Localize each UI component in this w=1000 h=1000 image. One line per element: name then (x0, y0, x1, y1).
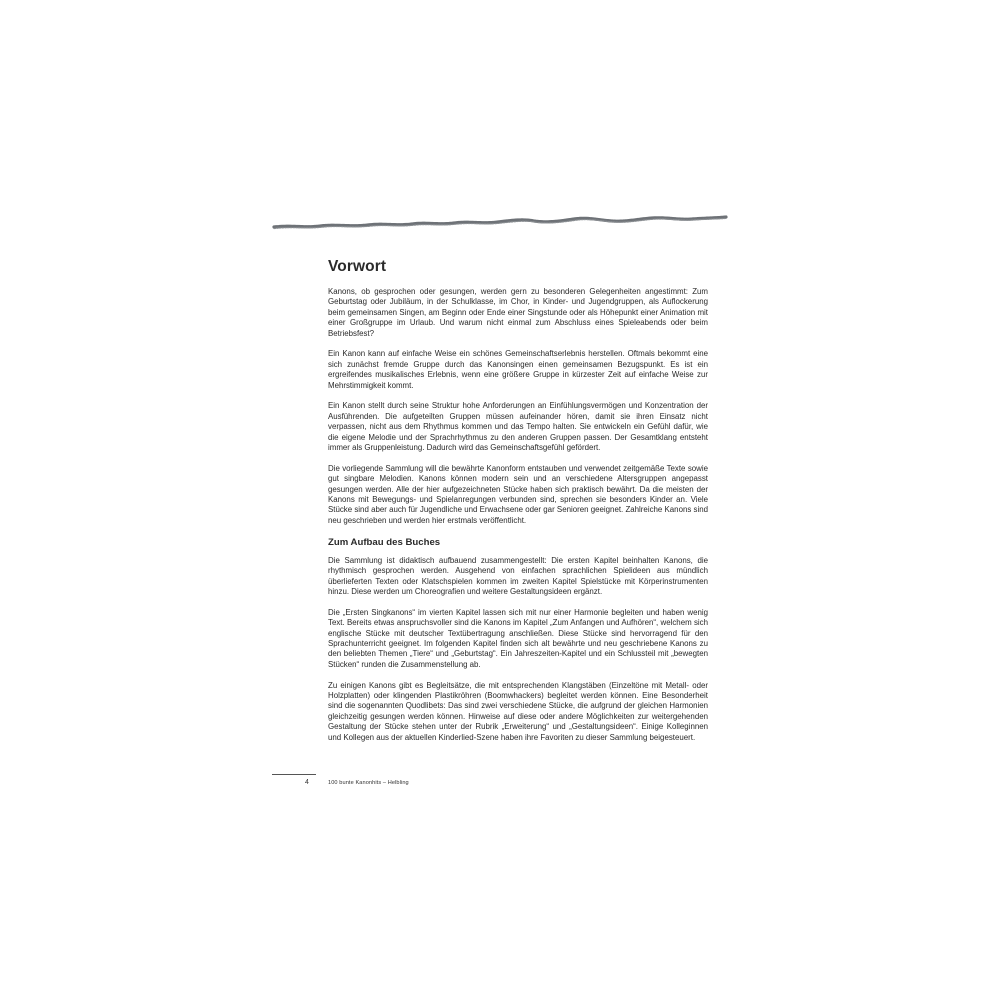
intro-paragraph-4: Die vorliegende Sammlung will die bewährte Kanonform entstauben und verwendet zeitgemäße Texte sowie gut singbare Melodien. Kanons können modern sein und an verschiedene Altersgruppen angepasst gesungen werden. Alle der hier aufgezeichneten Stücke haben sich praktisch bewährt. Da die meisten der Kanons mit Bewegungs- und Spielanregungen verbunden sind, sprechen sie besonders Kinder an. Viele Stücke sind aber auch für Jugendliche und Erwachsene oder gar Senioren geeignet. Zahlreiche Kanons sind neu geschrieben und werden hier erstmals veröffentlicht. (328, 463, 708, 525)
section-title: Zum Aufbau des Buches (328, 536, 441, 548)
intro-paragraph-1: Kanons, ob gesprochen oder gesungen, werden gern zu besonderen Gelegenheiten angestimmt: Zum Geburtstag oder Jubiläum, in der Schulklasse, im Chor, in Kinder- und Jugendgruppen, als Auflockerung beim gemeinsamen Singen, am Beginn oder Ende einer Singstunde oder als Höhepunkt einer Animation mit einer Großgruppe im Urlaub. Und warum nicht einmal zum Abschluss eines Spieleabends oder beim Betriebsfest? (328, 287, 708, 338)
intro-paragraph-3: Ein Kanon stellt durch seine Struktur hohe Anforderungen an Einfühlungsvermögen und Konzentration der Ausführenden. Die aufgeteilten Gruppen müssen aufeinander hören, damit sie ihren Einsatz nicht verpassen, nicht aus dem Rhythmus kommen und das Tempo halten. Sie entwickeln ein Gefühl dafür, wie die eigene Melodie und der Sprachrhythmus zu den anderen Gruppen passen. Der Gesamtklang entsteht immer als Gruppenleistung. Dadurch wird das Gemeinschaftsgefühl gefördert. (328, 401, 708, 453)
page-title: Vorwort (328, 258, 387, 275)
main-content (328, 258, 708, 753)
footer-publication-info: 100 bunte Kanonhits – Helbling (328, 780, 409, 786)
footer-rule (272, 774, 316, 775)
section-paragraph-3: Zu einigen Kanons gibt es Begleitsätze, die mit entsprechenden Klangstäben (Einzeltöne mit Metall- oder Holzplatten) oder klingenden Plastikröhren (Boomwhackers) begleitet werden können. Eine Besonderheit sind die sogenannten Quodlibets: Das sind zwei verschiedene Stücke, die aufgrund der gleichen Harmonien gleichzeitig gesungen werden können. Hinweise auf diese oder andere Möglichkeiten zur weitergehenden Gestaltung der Stücke stehen unter der Rubrik „Erweiterung“ und „Gestaltungsideen“. Einige Kolleginnen und Kollegen aus der aktuellen Kinderlied-Szene haben ihre Favoriten zu dieser Sammlung beigesteuert. (328, 680, 708, 742)
page-number: 4 (305, 779, 309, 786)
decorative-squiggle-line (272, 209, 728, 233)
section-paragraph-2: Die „Ersten Singkanons“ im vierten Kapitel lassen sich mit nur einer Harmonie begleiten und haben wenig Text. Bereits etwas anspruchsvoller sind die Kanons im Kapitel „Zum Anfangen und Aufhören“, welchem sich englische Stücke mit deutscher Textübertragung anschließen. Diese Stücke sind hervorragend für den Sprachunterricht geeignet. Im folgenden Kapitel finden sich alt bewährte und neu geschriebene Kanons zu den beliebten Themen „Tiere“ und „Geburtstag“. Ein Jahreszeiten-Kapitel und ein Schlussteil mit „bewegten Stücken“ runden die Zusammenstellung ab. (328, 607, 708, 669)
intro-paragraph-2: Ein Kanon kann auf einfache Weise ein schönes Gemeinschaftserlebnis herstellen. Oftmals bekommt eine sich zunächst fremde Gruppe durch das Kanonsingen einen gemeinsamen Bezugspunkt. Es ist ein ergreifendes musikalisches Erlebnis, wenn eine größere Gruppe in kürzester Zeit auf einfache Weise zur Mehrstimmigkeit kommt. (328, 349, 708, 390)
section-paragraph-1: Die Sammlung ist didaktisch aufbauend zusammengestellt: Die ersten Kapitel beinhalten Kanons, die rhythmisch gesprochen werden. Ausgehend von einfachen sprachlichen Spielideen aus mündlich überlieferten Texten oder Klatschspielen kommen im zweiten Kapitel Spielstücke mit Körperinstrumenten hinzu. Diese werden um Choreografien und weitere Gestaltungsideen ergänzt. (328, 555, 708, 596)
